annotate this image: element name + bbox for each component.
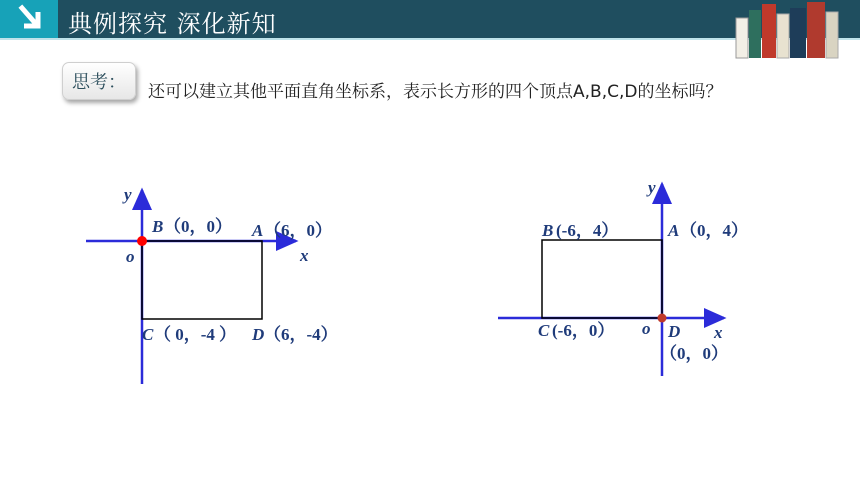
coords-d: （6，-4） bbox=[264, 325, 338, 344]
figure-2 bbox=[498, 178, 748, 376]
page-title: 典例探究 深化新知 bbox=[68, 10, 277, 38]
question-text: 还可以建立其他平面直角坐标系，表示长方形的四个顶点A,B,C,D的坐标吗？ bbox=[148, 82, 723, 102]
label-b-2: B bbox=[542, 221, 554, 240]
coords-d-2: （0，0） bbox=[660, 344, 728, 363]
origin-label-2: o bbox=[642, 319, 651, 338]
coords-c-2: (-6，0） bbox=[552, 321, 615, 340]
rectangle bbox=[142, 241, 262, 319]
label-d: D bbox=[252, 325, 265, 344]
think-badge: 思考： bbox=[62, 62, 136, 100]
label-a-2: A bbox=[668, 221, 680, 240]
point-b bbox=[137, 236, 147, 246]
coords-a-2: （0，4） bbox=[680, 221, 748, 240]
label-c-2: C bbox=[538, 321, 550, 340]
label-a: A bbox=[252, 221, 264, 240]
coords-c: （ 0，-4 ） bbox=[154, 325, 237, 344]
axis-x-label-2: x bbox=[714, 323, 723, 342]
label-c: C bbox=[142, 325, 154, 344]
label-b: B bbox=[152, 217, 164, 236]
axis-y-label: y bbox=[124, 185, 132, 204]
figure-1 bbox=[86, 185, 338, 384]
axis-y-label-2: y bbox=[648, 178, 656, 197]
origin-label: o bbox=[126, 247, 135, 266]
coords-b: （0，0） bbox=[164, 217, 232, 236]
point-d bbox=[658, 314, 667, 323]
coords-a: （6，0） bbox=[264, 221, 332, 240]
coords-b-2: (-6，4） bbox=[556, 221, 619, 240]
rectangle-2 bbox=[542, 240, 662, 318]
label-d-2: D bbox=[668, 322, 681, 341]
axis-x-label: x bbox=[300, 246, 309, 265]
